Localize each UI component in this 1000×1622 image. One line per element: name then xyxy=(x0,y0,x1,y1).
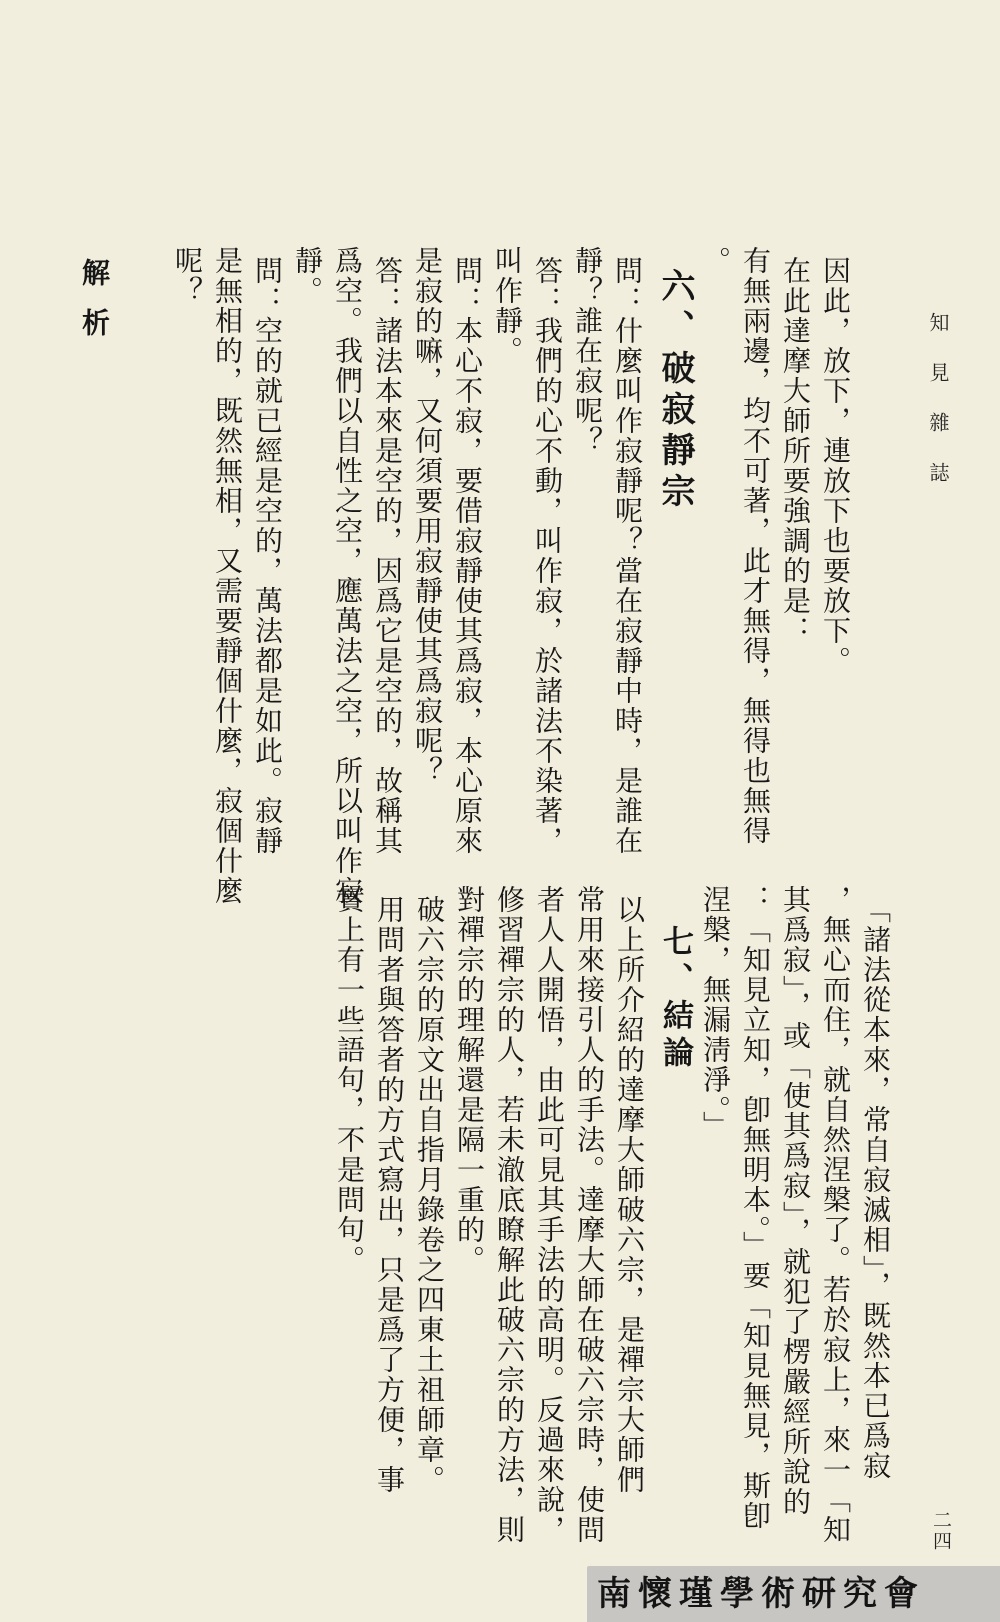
upper-text-block xyxy=(167,246,855,906)
text-line: 以上所介紹的達摩大師破六宗，是禪宗大師們 xyxy=(613,895,646,1495)
text-line: 呢？ xyxy=(171,246,204,306)
text-line: ：「知見立知，卽無明本。」要「知見無見，斯卽 xyxy=(739,885,772,1531)
text-line: 答：我們的心不動，叫作寂，於諸法不染著， xyxy=(531,256,564,856)
text-line: 常用來接引人的手法。達摩大師在破六宗時，使問 xyxy=(573,885,606,1545)
text-line: 有無兩邊，均不可著，此才無得，無得也無得 xyxy=(739,246,772,846)
text-line: 對禪宗的理解還是隔一重的。 xyxy=(453,885,486,1275)
running-title: 知見雜誌 xyxy=(926,312,950,512)
text-line: 其爲寂」，或「使其爲寂」，就犯了楞嚴經所說的 xyxy=(779,885,812,1517)
text-line: 者人人開悟，由此可見其手法的高明。反過來說， xyxy=(533,885,566,1545)
text-line: 涅槃，無漏淸淨。」 xyxy=(699,885,732,1141)
watermark-banner xyxy=(587,1566,1000,1622)
text-line: 破六宗的原文出自指月錄卷之四東土祖師章。 xyxy=(413,895,446,1495)
text-line: 在此達摩大師所要強調的是： xyxy=(779,256,812,646)
text-line: 實上有一些語句，不是問句。 xyxy=(333,885,366,1275)
text-line: 靜。 xyxy=(291,246,324,306)
section-heading-seven: 七、結論 xyxy=(657,925,693,1073)
analysis-title: 解析 xyxy=(78,258,111,358)
text-line: 問：本心不寂，要借寂靜使其爲寂，本心原來 xyxy=(451,256,484,856)
text-line: 修習禪宗的人，若未澈底瞭解此破六宗的方法，則 xyxy=(493,885,526,1545)
text-line: 因此，放下，連放下也要放下。 xyxy=(819,256,852,676)
text-line: 用問者與答者的方式寫出，只是爲了方便，事 xyxy=(373,895,406,1495)
text-line: ，無心而住，就自然涅槃了。若於寂上，來一「知 xyxy=(819,885,852,1545)
text-line: 靜？誰在寂呢？ xyxy=(571,246,604,456)
text-line: 「諸法從本來，常自寂滅相」，既然本已爲寂 xyxy=(859,895,892,1481)
text-line: 叫作靜。 xyxy=(491,246,524,366)
text-line: 是寂的嘛，又何須要用寂靜使其爲寂呢？ xyxy=(411,246,444,786)
text-line: 答：諸法本來是空的，因爲它是空的，故稱其 xyxy=(371,256,404,856)
section-heading-six: 六、破寂靜宗 xyxy=(655,268,695,514)
text-line: 爲空。我們以自性之空，應萬法之空，所以叫作寂 xyxy=(331,246,364,906)
text-line: 是無相的，既然無相，又需要靜個什麼，寂個什麼 xyxy=(211,246,244,906)
text-line: 問：空的就已經是空的，萬法都是如此。寂靜 xyxy=(251,256,284,856)
text-line: 。 xyxy=(699,246,732,276)
watermark-text: 南懷瑾學術研究會 xyxy=(597,1574,925,1614)
lower-text-block xyxy=(329,885,895,1545)
text-line: 問：什麼叫作寂靜呢？當在寂靜中時，是誰在 xyxy=(611,256,644,856)
page-number: 二四 xyxy=(930,1510,952,1552)
